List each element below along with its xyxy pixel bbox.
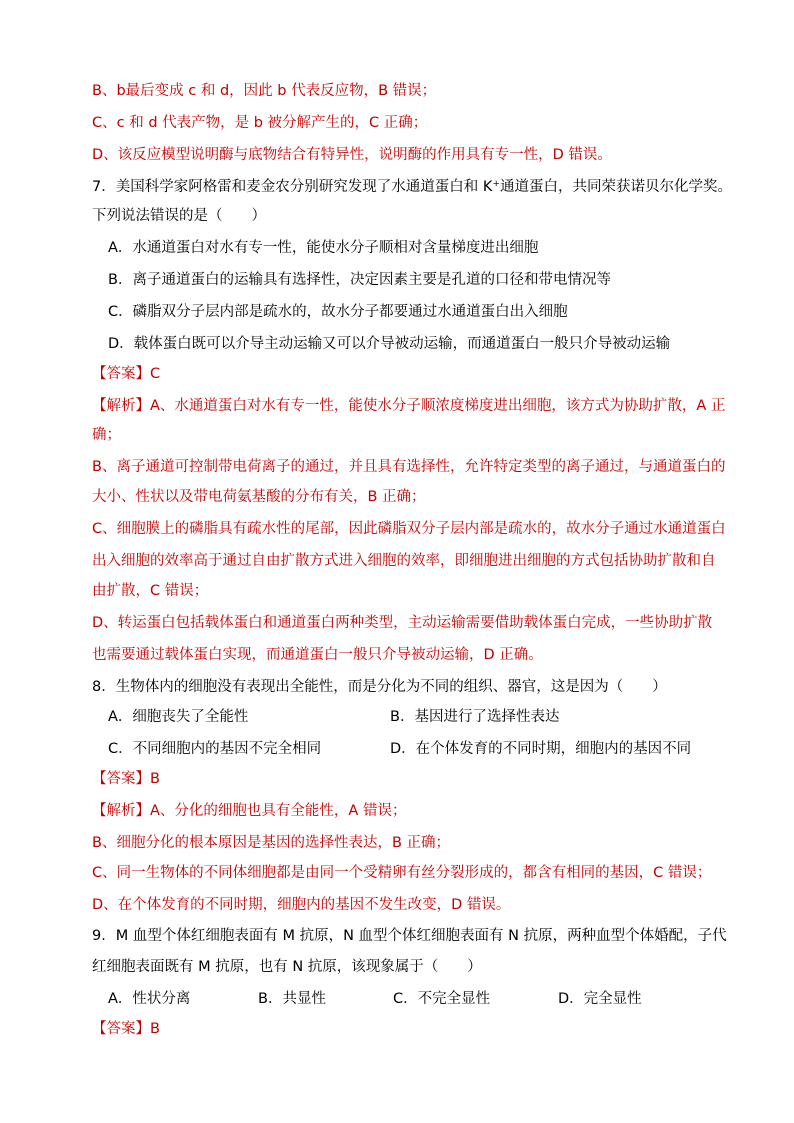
analysis-line: C、c 和 d 代表产物，是 b 被分解产生的，C 正确； [92, 115, 428, 131]
question-9-option-b: B．共显性 [258, 991, 326, 1007]
question-8-option-a: A．细胞丧失了全能性 [108, 709, 249, 725]
analysis-line: D、在个体发育的不同时期，细胞内的基因不发生改变，D 错误。 [92, 897, 511, 913]
analysis-line: 由扩散，C 错误； [92, 583, 209, 599]
question-9-option-a: A．性状分离 [108, 991, 191, 1007]
answer-value: B [150, 771, 160, 787]
analysis-label: 【解析】 [92, 398, 150, 414]
question-7-option-c: C．磷脂双分子层内部是疏水的，故水分子都要通过水通道蛋白出入细胞 [108, 304, 568, 320]
question-8-option-d: D．在个体发育的不同时期，细胞内的基因不同 [390, 741, 692, 757]
analysis-line: 也需要通过载体蛋白实现，而通道蛋白一般只介导被动运输，D 正确。 [92, 647, 543, 663]
answer-label: 【答案】 [92, 366, 150, 382]
question-7-option-a: A．水通道蛋白对水有专一性，能使水分子顺相对含量梯度进出细胞 [108, 240, 539, 256]
analysis-text: A、分化的细胞也具有全能性，A 错误； [150, 803, 407, 819]
analysis-line: 大小、性状以及带电荷氨基酸的分布有关，B 正确； [92, 489, 426, 505]
question-7-option-d: D．载体蛋白既可以介导主动运输又可以介导被动运输，而通道蛋白一般只介导被动运输 [108, 336, 671, 352]
question-7-stem-cont: 下列说法错误的是（ ） [92, 208, 266, 224]
answer-label: 【答案】 [92, 771, 150, 787]
question-8-answer [92, 769, 160, 789]
analysis-line: 确； [92, 427, 121, 443]
question-8-stem: 8．生物体内的细胞没有表现出全能性，而是分化为不同的组织、器官，这是因为（ ） [92, 679, 667, 695]
question-8-analysis [92, 801, 406, 821]
analysis-line: 出入细胞的效率高于通过自由扩散方式进入细胞的效率，即细胞进出细胞的方式包括协助扩散和自 [92, 553, 716, 569]
analysis-line: B、离子通道可控制带电荷离子的通过，并且具有选择性，允许特定类型的离子通过，与通道蛋白的 [92, 459, 726, 475]
question-9-option-d: D．完全显性 [558, 991, 642, 1007]
question-7-answer [92, 364, 160, 384]
question-9-answer [92, 1019, 160, 1039]
question-9-stem: 9．M 血型个体红细胞表面有 M 抗原，N 血型个体红细胞表面有 N 抗原，两种血型个体婚配，子代 [92, 928, 727, 944]
analysis-text: A、水通道蛋白对水有专一性，能使水分子顺浓度梯度进出细胞，该方式为协助扩散，A 正 [150, 398, 726, 414]
analysis-line: B、b最后变成 c 和 d，因此 b 代表反应物，B 错误； [92, 83, 437, 99]
question-8-option-b: B．基因进行了选择性表达 [390, 709, 560, 725]
analysis-line: D、该反应模型说明酶与底物结合有特异性，说明酶的作用具有专一性，D 错误。 [92, 147, 612, 163]
answer-label: 【答案】 [92, 1021, 150, 1037]
answer-value: B [150, 1021, 160, 1037]
question-9-stem-cont: 红细胞表面既有 M 抗原，也有 N 抗原，该现象属于（ ） [92, 959, 482, 975]
analysis-line: D、转运蛋白包括载体蛋白和通道蛋白两种类型，主动运输需要借助载体蛋白完成，一些协助扩散 [92, 615, 713, 631]
answer-value: C [150, 366, 161, 382]
question-7-stem: 7．美国科学家阿格雷和麦金农分别研究发现了水通道蛋白和 K⁺通道蛋白，共同荣获诺贝尔化学奖。 [92, 179, 732, 195]
analysis-line: C、同一生物体的不同体细胞都是由同一个受精卵有丝分裂形成的，都含有相同的基因，C 错误； [92, 865, 712, 881]
question-7-option-b: B．离子通道蛋白的运输具有选择性，决定因素主要是孔道的口径和带电情况等 [108, 272, 611, 288]
analysis-label: 【解析】 [92, 803, 150, 819]
question-9-option-c: C．不完全显性 [393, 991, 491, 1007]
question-8-option-c: C．不同细胞内的基因不完全相同 [108, 741, 322, 757]
analysis-line: C、细胞膜上的磷脂具有疏水性的尾部，因此磷脂双分子层内部是疏水的，故水分子通过水通道蛋白 [92, 521, 726, 537]
analysis-line: B、细胞分化的根本原因是基因的选择性表达，B 正确； [92, 835, 451, 851]
question-7-analysis [92, 396, 725, 416]
